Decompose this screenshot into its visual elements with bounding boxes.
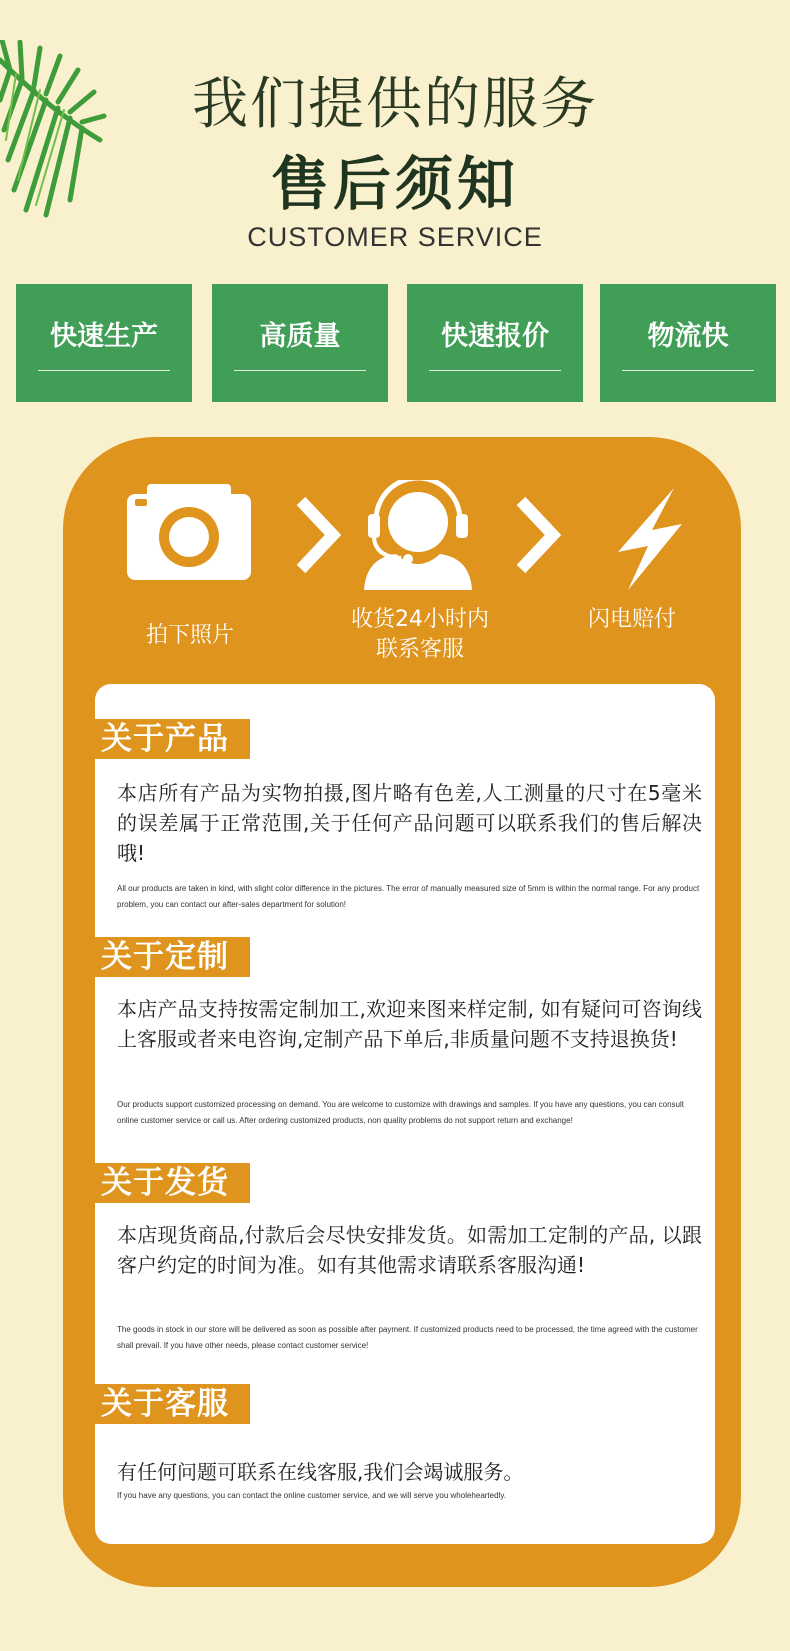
lightning-icon: [612, 488, 684, 590]
feature-underline: [38, 370, 170, 371]
feature-label: 高质量: [259, 321, 341, 352]
section-text-customer-service: 有任何问题可联系在线客服,我们会竭诚服务。: [117, 1460, 524, 1484]
section-title-customization: 关于定制: [95, 937, 250, 977]
feature-tile-fast-logistics: [600, 284, 776, 402]
camera-icon: [127, 482, 251, 580]
section-english-customer-service: If you have any questions, you can contact the online customer service, and we will serve you wholeheartedly.: [117, 1491, 506, 1500]
feature-underline: [622, 370, 754, 371]
feature-tile-high-quality: [212, 284, 388, 402]
section-english-shipping: The goods in stock in our store will be delivered as soon as possible after payment. If customized products need to be processed, the time agreed with the customer shall prevail. If you have other needs, please contact customer service!: [117, 1325, 698, 1350]
feature-tiles: [16, 284, 776, 402]
step-label-fast-compensation: 闪电赔付: [587, 607, 676, 632]
section-title-customer-service: 关于客服: [95, 1384, 250, 1424]
step-label-contact-service-line2: 联系客服: [375, 637, 464, 662]
section-text-shipping: 本店现货商品,付款后会尽快安排发货。如需加工定制的产品, 以跟客户约定的时间为准。如有其他需求请联系客服沟通!: [117, 1223, 702, 1277]
feature-label: 物流快: [647, 321, 729, 352]
feature-tile-fast-production: [16, 284, 192, 402]
section-title-shipping: 关于发货: [95, 1163, 250, 1203]
section-text-customization: 本店产品支持按需定制加工,欢迎来图来样定制, 如有疑问可咨询线上客服或者来电咨询,定制产品下单后,非质量问题不支持退换货!: [117, 997, 702, 1051]
page-title: 我们提供的服务: [192, 72, 598, 137]
chevron-right-icon: [513, 495, 563, 575]
section-title-product: 关于产品: [95, 719, 250, 759]
feature-underline: [234, 370, 366, 371]
section-text-product: 本店所有产品为实物拍摄,图片略有色差,人工测量的尺寸在5毫米的误差属于正常范围,关于任何产品问题可以联系我们的售后解决哦!: [117, 781, 702, 865]
section-english-customization: Our products support customized processing on demand. You are welcome to customize with drawings and samples. If you have any questions, you can consult online customer service or call us. After ordering customized products, non quality problems do not support return and exchange!: [117, 1100, 684, 1125]
feature-label: 快速生产: [50, 321, 158, 352]
step-label-contact-service-line1: 收货24小时内: [351, 607, 489, 632]
step-label-take-photo: 拍下照片: [145, 623, 234, 648]
english-subtitle: CUSTOMER SERVICE: [247, 222, 543, 252]
section-english-product: All our products are taken in kind, with slight color difference in the pictures. The error of manually measured size of 5mm is within the normal range. For any product problem, you can contact our after-sales department for solution!: [117, 884, 700, 909]
customer-service-icon: [362, 480, 474, 590]
page-subtitle: 售后须知: [270, 150, 519, 218]
feature-label: 快速报价: [441, 321, 549, 352]
chevron-right-icon: [293, 495, 343, 575]
feature-underline: [429, 370, 561, 371]
feature-tile-fast-quote: [407, 284, 583, 402]
